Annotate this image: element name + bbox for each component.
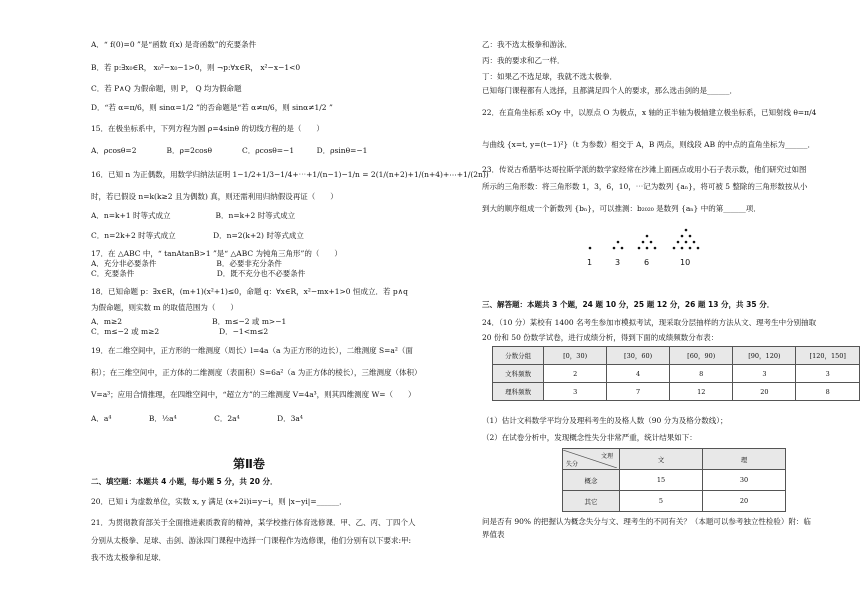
table-cell: 12 [670, 383, 733, 401]
q16-stem-2: 时，若已假设 n=k(k≥2 且为偶数) 真，则还需利用归纳假设再证（ ） [91, 192, 338, 201]
q24-line-1: 24．（10 分）某校有 1400 名考生参加市模拟考试，现采取分层抽样的方法从文、理考生中分别抽取 [482, 318, 817, 327]
table-cell: 3 [733, 365, 796, 383]
fill-in-section-header: 二、填空题：本题共 4 小题，每小题 5 分，共 20 分． [91, 477, 278, 486]
table-cell: 30 [703, 470, 786, 491]
q19-options: A．a⁴ B．½a⁴ C．2a⁴ D．3a⁴ [91, 414, 303, 423]
table-cell: 7 [607, 383, 670, 401]
q14-option-d: D．“若 α=π/6，则 sinα=1/2 ”的否命题是“若 α≠π/6，则 sinα≠1/2 ” [91, 103, 333, 112]
q15-options: A．ρcosθ=2 B．ρ=2cosθ C．ρcosθ=−1 D．ρsinθ=−1 [91, 146, 368, 155]
q18-options-cd: C．m≤−2 或 m≥2 D．−1<m≤2 [91, 327, 269, 336]
q21-line-2: 分别从太极拳、足球、击剑、游泳四门课程中选择一门课程作为选修课，他们分别有以下要求:甲: [91, 536, 412, 545]
table-cell: 8 [796, 383, 860, 401]
table-cell: 5 [620, 491, 703, 512]
q16-options-ab: A．n=k+1 时等式成立 B．n=k+2 时等式成立 [91, 211, 296, 220]
table-header-cell: 理 [703, 449, 786, 470]
table-header-cell: [90，120) [733, 347, 796, 365]
q23-line-2: 所示的三角形数：将三角形数 1，3，6，10，⋯记为数列 {aₙ}，将可被 5 整除的三角形数按从小 [482, 182, 808, 191]
triangle-label-3: 3 [615, 258, 621, 267]
q24-sub-1: （1）估计文科数学平均分及理科考生的及格人数（90 分为及格分数线）； [482, 416, 728, 425]
table-header-row [563, 449, 786, 470]
q22-line-2: 与曲线 {x=t, y=(t−1)²}（t 为参数）相交于 A，B 两点，则线段 AB 的中点的直角坐标为______． [482, 140, 815, 149]
q17-options-cd: C．充要条件 D．既不充分也不必要条件 [91, 269, 306, 278]
table-header-cell: [0，30) [544, 347, 607, 365]
table-cell: 3 [796, 365, 860, 383]
table-cell: 8 [670, 365, 733, 383]
q21-line-3: 我不选太极拳和足球． [91, 553, 166, 562]
corner-top-label: 文理 [600, 453, 613, 460]
table-header-cell: [60，90) [670, 347, 733, 365]
q21-cond-bing: 丙：我的要求和乙一样． [482, 56, 565, 65]
triangle-1 [589, 247, 592, 250]
q21-question: 已知每门课程都有人选择，且都满足四个人的要求，那么选击剑的是______． [482, 86, 737, 95]
table-row [493, 383, 860, 401]
triangle-10 [673, 229, 700, 250]
q23-line-3: 到大的顺序组成一个新数列 {bₙ}，可以推测：b₂₀₂₀ 是数列 {aₙ} 中的第______项． [482, 204, 761, 213]
q20: 20．已知 i 为虚数单位，实数 x, y 满足 (x+2i)i=y−i，则 |x−yi|=______． [91, 497, 347, 506]
q23-line-1: 23．传说古希腊毕达哥拉斯学派的数学家经常在沙滩上面画点或用小石子表示数，他们研究过如图 [482, 165, 807, 174]
table-header-cell: [30，60) [607, 347, 670, 365]
q22-line-1: 22．在直角坐标系 xOy 中，以原点 O 为极点，x 轴的正半轴为极轴建立极坐标系，已知射线 θ=π/4 [482, 108, 817, 117]
q18-stem: 18．已知命题 p：∃x∈R，(m+1)(x²+1)≤0，命题 q：∀x∈R，x²−mx+1>0 恒成立．若 p∧q [91, 287, 408, 296]
table-header-cell: [120，150] [796, 347, 860, 365]
q14-option-c: C．若 P∧Q 为假命题，则 P， Q 均为假命题 [91, 84, 242, 93]
q17-stem: 17．在 △ABC 中，“ tanAtanB>1 ”是“ △ABC 为钝角三角形”的（ ） [91, 249, 342, 258]
table-cell: 4 [607, 365, 670, 383]
table-header-row [493, 347, 860, 365]
table-header-cell: 文 [620, 449, 703, 470]
table-row [563, 470, 786, 491]
table-row [563, 491, 786, 512]
table-corner-cell [563, 449, 620, 470]
q24-sub-2: （2）在试卷分析中，发现概念性失分非常严重，统计结果如下： [482, 433, 697, 442]
q24-final-line-2: 界值表 [482, 530, 505, 539]
table-cell: 20 [733, 383, 796, 401]
table-cell: 15 [620, 470, 703, 491]
q24-final-line-1: 问是否有 90% 的把握认为概念失分与文、理考生的不同有关？（本题可以参考独立性检验）附：临 [482, 517, 811, 526]
frequency-table [492, 346, 860, 401]
table-header-cell: 分数分组 [493, 347, 544, 365]
table-row [493, 365, 860, 383]
triangle-label-1: 1 [587, 258, 593, 267]
table-row-label: 概念 [563, 470, 620, 491]
table-cell: 20 [703, 491, 786, 512]
table-row-label: 理科频数 [493, 383, 544, 401]
table-row-label: 其它 [563, 491, 620, 512]
q19-stem-1: 19．在二维空间中，正方形的一维测度（周长）l=4a（a 为正方形的边长），二维测度 S=a²（面 [91, 346, 413, 355]
q21-cond-yi: 乙：我不选太极拳和游泳． [482, 40, 572, 49]
q18-options-ab: A．m≥2 B．m≤−2 或 m>−1 [91, 317, 287, 326]
q17-options-ab: A．充分非必要条件 B．必要非充分条件 [91, 259, 282, 268]
table-row-label: 文科频数 [493, 365, 544, 383]
triangle-3 [613, 241, 624, 250]
q14-option-b: B．若 p:∃x₀∈R， x₀²−x₀−1>0，则 ¬p:∀x∈R， x²−x−1<0 [91, 63, 301, 72]
q21-cond-ding: 丁：如果乙不选足球，我就不选太极拳． [482, 72, 617, 81]
q15-stem: 15．在极坐标系中，下列方程为圆 ρ=4sinθ 的切线方程的是（ ） [91, 124, 324, 133]
triangle-label-6: 6 [644, 258, 650, 267]
corner-bottom-label: 失分 [566, 461, 579, 468]
q16-options-cd: C．n=2k+2 时等式成立 D．n=2(k+2) 时等式成立 [91, 231, 304, 240]
solve-section-header: 三、解答题：本题共 3 个题，24 题 10 分，25 题 12 分，26 题 13 分，共 35 分． [482, 300, 775, 309]
q19-stem-3: V=a³；应用合情推理，在四维空间中，“超立方”的三维测度 V=4a³，则其四维测度 W=（ ） [91, 390, 416, 399]
q16-stem: 16．已知 n 为正偶数，用数学归纳法证明 1−1/2+1/3−1/4+⋯+1/(n−1)−1/n = 2(1/(n+2)+1/(n+4)+⋯+1/(2n)) [91, 170, 489, 179]
triangle-6 [638, 235, 657, 250]
q14-option-a: A．“ f(0)=0 ”是“函数 f(x) 是奇函数”的充要条件 [91, 40, 257, 49]
q18-stem-2: 为假命题，则实数 m 的取值范围为（ ） [91, 303, 238, 312]
q24-line-2: 20 份和 50 份数学试卷，进行成绩分析，得到下面的成绩频数分布表： [482, 333, 719, 342]
q19-stem-2: 积）；在三维空间中，正方体的二维测度（表面积）S=6a²（a 为正方体的棱长），三维测度（体积） [91, 368, 422, 377]
part-2-title: 第Ⅱ卷 [233, 457, 265, 471]
q21-line-1: 21．为贯彻教育部关于全面推进素质教育的精神，某学校推行体育选修课．甲、乙、丙、丁四个人 [91, 518, 416, 527]
table-cell: 3 [544, 383, 607, 401]
table-cell: 2 [544, 365, 607, 383]
triangle-label-10: 10 [680, 258, 691, 267]
contingency-table [562, 448, 786, 512]
